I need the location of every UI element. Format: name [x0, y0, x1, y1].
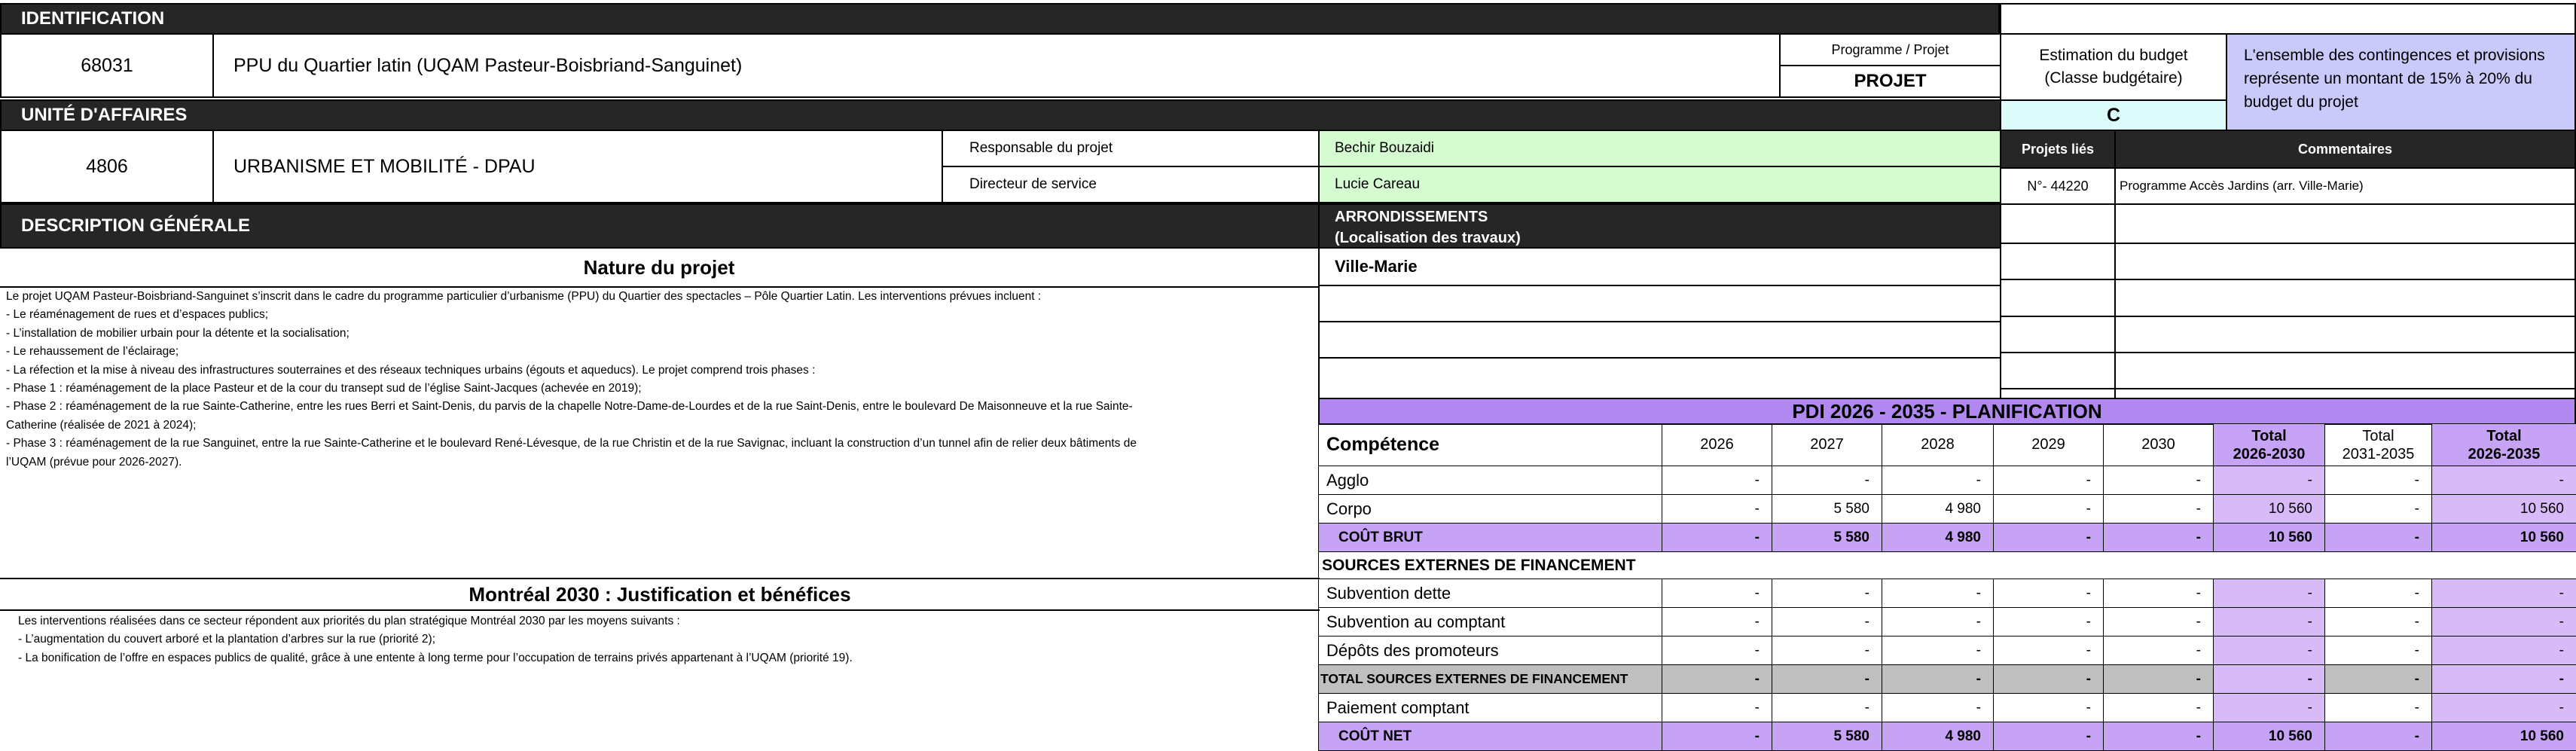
pdi-row-agglo — [1319, 466, 2576, 495]
linked-project-empty-1 — [2000, 203, 2116, 244]
pdi-row-source-2-value: - — [2214, 637, 2325, 665]
contingency-note — [2226, 33, 2576, 133]
linked-project-empty-3 — [2000, 279, 2116, 317]
pdi-row-paiement-value: - — [1882, 694, 1994, 722]
budget-class — [2000, 99, 2227, 131]
unit-number-value: 4806 — [86, 156, 128, 178]
pdi-row-source-0-value: - — [1662, 579, 1772, 608]
pdi-row-cout-brut-label: COÛT BRUT — [1319, 524, 1662, 552]
pdi-row-source-2-value: - — [1994, 637, 2104, 665]
budget-label-line1: Estimation du budget — [2001, 44, 2226, 67]
unit-name-value: URBANISME ET MOBILITÉ - DPAU — [233, 156, 536, 178]
pdi-row-cout-brut-value: - — [1994, 524, 2104, 552]
budget-estimation-label — [2000, 33, 2227, 101]
pdi-row-cout-net-value: - — [1994, 722, 2104, 751]
project-title-value: PPU du Quartier latin (UQAM Pasteur-Boisbriand-Sanguinet) — [233, 55, 742, 77]
pdi-row-cout-brut — [1319, 524, 2576, 552]
description-line: Catherine (réalisée de 2021 à 2024); — [6, 417, 1315, 435]
directeur-value — [1318, 166, 2001, 203]
pdi-col-2027: 2027 — [1772, 424, 1882, 466]
pdi-row-corpo-label: Corpo — [1319, 495, 1662, 524]
pdi-row-source-0-value: - — [1994, 579, 2104, 608]
pdi-col-total-2026-2030 — [2214, 424, 2325, 466]
pdi-row-total-sources-value: - — [1662, 665, 1772, 694]
arrondissement-empty-1 — [1318, 285, 2001, 322]
comment-empty-5 — [2114, 352, 2576, 389]
budget-label-line2: (Classe budgétaire) — [2001, 67, 2226, 90]
pdi-col-2030: 2030 — [2104, 424, 2214, 466]
linked-project-value: N°- 44220 — [2027, 179, 2088, 194]
project-title — [212, 33, 1781, 98]
pdi-row-cout-brut-value: 10 560 — [2214, 524, 2325, 552]
identification-header-blank — [2000, 3, 2576, 35]
pdi-row-cout-net-value: 10 560 — [2432, 722, 2576, 751]
pdi-header-row — [1319, 424, 2576, 466]
pdi-row-cout-brut-value: 10 560 — [2432, 524, 2576, 552]
justification-description — [18, 612, 1314, 703]
pdi-row-agglo-value: - — [2325, 466, 2432, 495]
pdi-row-cout-brut-value: - — [2325, 524, 2432, 552]
pdi-col-competence: Compétence — [1319, 424, 1662, 466]
programme-value — [1779, 65, 2001, 98]
comment-empty-2 — [2114, 243, 2576, 280]
pdi-row-paiement-value: - — [1994, 694, 2104, 722]
description-line: Le projet UQAM Pasteur-Boisbriand-Sanguinet s’inscrit dans le cadre du programme particulier d’urbanisme (PPU) du Quartier des spectacles – Pôle Quartier Latin. Les interventions prévues incluent : — [6, 288, 1315, 306]
pdi-row-total-sources — [1319, 665, 2576, 694]
unit-name — [212, 130, 943, 203]
pdi-row-source-1-value: - — [2325, 608, 2432, 637]
business-unit-header-label: UNITÉ D'AFFAIRES — [21, 105, 187, 126]
pdi-row-source-1-value: - — [2214, 608, 2325, 637]
pdi-row-corpo-value: 10 560 — [2214, 495, 2325, 524]
pdi-sources-header-row — [1319, 552, 2576, 579]
pdi-table — [1318, 423, 2576, 751]
comment-empty-4 — [2114, 316, 2576, 353]
pdi-row-cout-net-value: - — [1662, 722, 1772, 751]
pdi-row-source-2-value: - — [2432, 637, 2576, 665]
pdi-row-cout-net-value: 5 580 — [1772, 722, 1882, 751]
pdi-row-source-1-value: - — [2104, 608, 2214, 637]
pdi-row-total-sources-value: - — [1772, 665, 1882, 694]
pdi-row-source-0-value: - — [2104, 579, 2214, 608]
pdi-row-source-0-label: Subvention dette — [1319, 579, 1662, 608]
pdi-sources-header: SOURCES EXTERNES DE FINANCEMENT — [1319, 552, 2576, 579]
directeur-label-text: Directeur de service — [969, 176, 1097, 193]
pdi-title-text: PDI 2026 - 2035 - PLANIFICATION — [1792, 400, 2101, 423]
pdi-row-total-sources-value: - — [2325, 665, 2432, 694]
pdi-row-source-2-value: - — [1882, 637, 1994, 665]
arrondissements-header-line1: ARRONDISSEMENTS — [1335, 206, 2000, 227]
description-header — [0, 203, 1320, 249]
description-line: - Le rehaussement de l’éclairage; — [6, 343, 1315, 361]
pdi-row-corpo-value: - — [1662, 495, 1772, 524]
pdi-row-source-1-value: - — [1882, 608, 1994, 637]
pdi-row-agglo-value: - — [2214, 466, 2325, 495]
pdi-row-source-2 — [1319, 637, 2576, 665]
arrondissement-empty-3 — [1318, 357, 2001, 399]
pdi-col-total2-line1: Total — [2333, 427, 2424, 445]
pdi-col-total-2031-2035 — [2325, 424, 2432, 466]
linked-project-empty-4 — [2000, 316, 2116, 353]
pdi-row-source-0-value: - — [2214, 579, 2325, 608]
pdi-row-agglo-value: - — [2432, 466, 2576, 495]
comments-header — [2114, 130, 2576, 169]
pdi-row-cout-net — [1319, 722, 2576, 751]
responsable-value-text: Bechir Bouzaidi — [1335, 140, 1434, 157]
description-header-label: DESCRIPTION GÉNÉRALE — [21, 215, 250, 237]
pdi-row-paiement-label: Paiement comptant — [1319, 694, 1662, 722]
contingency-note-line3: budget du projet — [2244, 90, 2574, 114]
description-line: - Phase 1 : réaménagement de la place Pasteur et de la cour du transept sud de l’église Saint-Jacques (achevée en 2019); — [6, 380, 1315, 398]
linked-projects-header — [2000, 130, 2116, 169]
arrondissements-header-line2: (Localisation des travaux) — [1335, 227, 2000, 249]
pdi-row-agglo-value: - — [2104, 466, 2214, 495]
pdi-row-source-2-value: - — [2104, 637, 2214, 665]
project-number — [0, 33, 214, 98]
pdi-row-total-sources-label: TOTAL SOURCES EXTERNES DE FINANCEMENT — [1319, 665, 1662, 694]
comment-value: Programme Accès Jardins (arr. Ville-Marie) — [2120, 179, 2364, 194]
pdi-row-cout-brut-value: 5 580 — [1772, 524, 1882, 552]
pdi-row-paiement-value: - — [2104, 694, 2214, 722]
pdi-row-paiement — [1319, 694, 2576, 722]
linked-project-empty-5 — [2000, 352, 2116, 389]
arrondissement-empty-2 — [1318, 321, 2001, 359]
pdi-col-2028: 2028 — [1882, 424, 1994, 466]
pdi-row-paiement-value: - — [2432, 694, 2576, 722]
pdi-row-cout-net-value: 10 560 — [2214, 722, 2325, 751]
linked-projects-header-label: Projets liés — [2022, 142, 2094, 157]
responsable-label — [942, 130, 1320, 167]
pdi-row-agglo-label: Agglo — [1319, 466, 1662, 495]
arrondissement-value-text: Ville-Marie — [1335, 257, 1418, 276]
pdi-row-corpo — [1319, 495, 2576, 524]
pdi-col-total3-line1: Total — [2440, 427, 2568, 445]
pdi-row-source-0-value: - — [1882, 579, 1994, 608]
identification-header — [0, 3, 2000, 35]
pdi-row-paiement-value: - — [2214, 694, 2325, 722]
programme-value-text: PROJET — [1854, 71, 1926, 92]
contingency-note-line2: représente un montant de 15% à 20% du — [2244, 67, 2574, 90]
nature-border-left — [0, 286, 1320, 288]
pdi-row-total-sources-value: - — [1882, 665, 1994, 694]
pdi-row-source-0-value: - — [1772, 579, 1882, 608]
pdi-row-corpo-value: - — [1994, 495, 2104, 524]
comment-empty-3 — [2114, 279, 2576, 317]
nature-description — [6, 286, 1315, 572]
description-line: - Le réaménagement de rues et d’espaces publics; — [6, 306, 1315, 324]
pdi-row-cout-brut-value: 4 980 — [1882, 524, 1994, 552]
pdi-row-corpo-value: - — [2104, 495, 2214, 524]
programme-label — [1779, 33, 2001, 66]
pdi-row-corpo-value: 4 980 — [1882, 495, 1994, 524]
pdi-row-cout-net-value: - — [2325, 722, 2432, 751]
pdi-row-source-1-value: - — [1662, 608, 1772, 637]
comments-header-label: Commentaires — [2298, 142, 2392, 157]
pdi-row-paiement-value: - — [2325, 694, 2432, 722]
pdi-col-total3-line2: 2026-2035 — [2440, 445, 2568, 463]
project-number-value: 68031 — [81, 55, 133, 77]
budget-class-value: C — [2107, 105, 2120, 127]
pdi-row-agglo-value: - — [1772, 466, 1882, 495]
pdi-title — [1318, 398, 2576, 425]
pdi-row-source-2-value: - — [2325, 637, 2432, 665]
responsable-value — [1318, 130, 2001, 167]
pdi-row-total-sources-value: - — [2104, 665, 2214, 694]
unit-number — [0, 130, 214, 203]
pdi-row-cout-net-label: COÛT NET — [1319, 722, 1662, 751]
pdi-row-cout-brut-value: - — [1662, 524, 1772, 552]
pdi-row-source-0-value: - — [2325, 579, 2432, 608]
pdi-row-cout-net-value: 4 980 — [1882, 722, 1994, 751]
pdi-row-total-sources-value: - — [1994, 665, 2104, 694]
arrondissement-value — [1318, 247, 2001, 286]
description-line: l’UQAM (prévue pour 2026-2027). — [6, 453, 1315, 472]
pdi-row-corpo-value: - — [2325, 495, 2432, 524]
pdi-row-source-1 — [1319, 608, 2576, 637]
pdi-row-agglo-value: - — [1994, 466, 2104, 495]
justification-line: - La bonification de l’offre en espaces publics de qualité, grâce à une entente à long terme pour l’occupation de terrains privés appartenant à l’UQAM (priorité 19). — [18, 649, 1314, 667]
pdi-col-total2-line2: 2031-2035 — [2333, 445, 2424, 463]
justification-line: Les interventions réalisées dans ce secteur répondent aux priorités du plan stratégique Montréal 2030 par les moyens suivants : — [18, 612, 1314, 630]
pdi-row-paiement-value: - — [1772, 694, 1882, 722]
responsable-label-text: Responsable du projet — [969, 140, 1113, 157]
pdi-row-paiement-value: - — [1662, 694, 1772, 722]
pdi-row-total-sources-value: - — [2214, 665, 2325, 694]
pdi-row-source-2-value: - — [1772, 637, 1882, 665]
pdi-row-total-sources-value: - — [2432, 665, 2576, 694]
pdi-row-agglo-value: - — [1882, 466, 1994, 495]
nature-title — [0, 249, 1320, 286]
pdi-col-total1-line2: 2026-2030 — [2221, 445, 2317, 463]
pdi-row-source-1-value: - — [2432, 608, 2576, 637]
pdi-row-corpo-value: 5 580 — [1772, 495, 1882, 524]
pdi-row-source-2-label: Dépôts des promoteurs — [1319, 637, 1662, 665]
arrondissements-header — [1318, 203, 2001, 249]
business-unit-header — [0, 99, 2001, 131]
pdi-col-total1-line1: Total — [2221, 427, 2317, 445]
pdi-row-source-1-label: Subvention au comptant — [1319, 608, 1662, 637]
pdi-row-source-0-value: - — [2432, 579, 2576, 608]
comment-empty-1 — [2114, 203, 2576, 244]
justification-line: - L’augmentation du couvert arboré et la plantation d’arbres sur la rue (priorité 2); — [18, 630, 1314, 649]
description-line: - L’installation de mobilier urbain pour la détente et la socialisation; — [6, 325, 1315, 343]
justification-title — [0, 578, 1320, 611]
description-line: - La réfection et la mise à niveau des infrastructures souterraines et des réseaux techniques urbains (égouts et aqueducs). Le projet comprend trois phases : — [6, 362, 1315, 380]
description-line: - Phase 3 : réaménagement de la rue Sanguinet, entre la rue Sainte-Catherine et le boulevard René-Lévesque, de la rue Christin et de la rue Savignac, incluant la construction d’un tunnel afin de relier deux bâtiments de — [6, 435, 1315, 453]
pdi-row-source-1-value: - — [1994, 608, 2104, 637]
pdi-col-2029: 2029 — [1994, 424, 2104, 466]
contingency-note-line1: L'ensemble des contingences et provisions — [2244, 44, 2574, 67]
directeur-value-text: Lucie Careau — [1335, 176, 1420, 193]
pdi-row-corpo-value: 10 560 — [2432, 495, 2576, 524]
pdi-col-total-2026-2035 — [2432, 424, 2576, 466]
comment-cell — [2114, 167, 2576, 205]
pdi-row-agglo-value: - — [1662, 466, 1772, 495]
pdi-col-2026: 2026 — [1662, 424, 1772, 466]
pdi-row-cout-net-value: - — [2104, 722, 2214, 751]
linked-project-cell — [2000, 167, 2116, 205]
pdi-row-source-2-value: - — [1662, 637, 1772, 665]
programme-label-text: Programme / Projet — [1831, 42, 1949, 58]
justification-title-text: Montréal 2030 : Justification et bénéfices — [469, 583, 850, 606]
linked-project-empty-2 — [2000, 243, 2116, 280]
pdi-row-source-1-value: - — [1772, 608, 1882, 637]
description-line: - Phase 2 : réaménagement de la rue Sainte-Catherine, entre les rues Berri et Saint-Denis, du parvis de la chapelle Notre-Dame-de-Lourdes et de la rue Saint-Denis, entre le boulevard De Maisonneuve et la rue Sainte- — [6, 398, 1315, 416]
pdi-row-source-0 — [1319, 579, 2576, 608]
pdi-row-cout-brut-value: - — [2104, 524, 2214, 552]
nature-title-text: Nature du projet — [584, 256, 735, 279]
identification-header-label: IDENTIFICATION — [21, 8, 164, 29]
directeur-label — [942, 166, 1320, 203]
